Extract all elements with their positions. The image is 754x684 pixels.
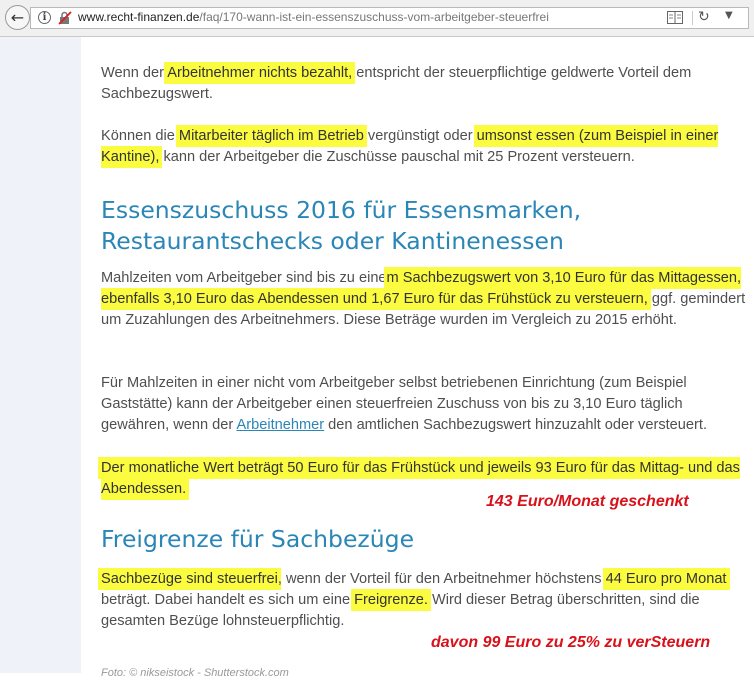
text: ggf. gemindert um Zuzahlungen des Arbeitnehmers. Diese Beträge wurden im Vergleich zu 2015 erhöht.: [101, 291, 746, 328]
annotation-geschenkt: 143 Euro/Monat geschenkt: [486, 493, 689, 510]
insecure-lock-icon: [58, 11, 72, 25]
paragraph-sachbezuege: [101, 569, 749, 632]
text: den amtlichen Sachbezugswert hinzuzahlt oder versteuert.: [324, 417, 708, 433]
highlight: Mitarbeiter täglich im Betrieb: [178, 128, 364, 144]
text: entspricht der steuerpflichtige geldwerte Vorteil dem Sachbezugswert.: [101, 65, 692, 102]
paragraph-sachbezugswert: [101, 63, 749, 105]
text: Mahlzeiten vom Arbeitgeber sind bis zu eine: [101, 270, 387, 286]
highlight: m Sachbezugswert von 3,10 Euro für das Mittagessen, ebenfalls 3,10 Euro das Abendessen und 1,67 Euro für das Frühstück zu versteuern,: [101, 270, 742, 307]
heading-freigrenze: Freigrenze für Sachbezüge: [101, 525, 415, 553]
text: , wenn der Vorteil für den Arbeitnehmer höchstens: [277, 571, 606, 587]
paragraph-mahlzeiten: [101, 268, 749, 331]
text: kann der Arbeitgeber die Zuschüsse pauschal mit 25 Prozent versteuern.: [159, 149, 635, 165]
url-text: [78, 10, 549, 24]
reload-icon[interactable]: ↻: [698, 9, 710, 25]
annotation-versteuern: davon 99 Euro zu 25% zu verSteuern: [431, 634, 711, 651]
previous-line-fragment: [101, 26, 749, 39]
highlight: Der monatliche Wert beträgt 50 Euro für das Frühstück und jeweils 93 Euro für das Mittag- und das Abendessen.: [101, 460, 740, 497]
highlight: Arbeitnehmer nichts bezahlt,: [167, 65, 353, 81]
text: Wenn der: [101, 65, 168, 81]
left-sidebar-strip: [0, 37, 81, 673]
url-domain: www.recht-finanzen.de: [78, 10, 200, 24]
highlight: umsonst essen (zum Beispiel in einer Kantine),: [101, 128, 719, 165]
photo-caption: Foto: © nikseistock - Shutterstock.com: [101, 667, 289, 679]
chevron-down-icon[interactable]: ▼: [725, 10, 733, 21]
paragraph-gaststaette: [101, 373, 749, 436]
back-button[interactable]: [5, 5, 30, 30]
text: vergünstigt oder: [363, 128, 477, 144]
highlight: Sachbezüge sind steuerfrei: [101, 571, 278, 587]
paragraph-kantine: [101, 126, 749, 168]
reader-view-icon[interactable]: [667, 11, 683, 24]
text: Können die: [101, 128, 179, 144]
highlight: 44 Euro pro Monat: [605, 571, 727, 587]
text: beträgt. Dabei handelt es sich um eine: [101, 592, 355, 608]
highlight: Freigrenze.: [354, 592, 428, 608]
heading-essenszuschuss: Essenszuschuss 2016 für Essensmarken, Restaurantschecks oder Kantinenessen: [101, 196, 582, 255]
toolbar-divider: [692, 11, 693, 25]
arrow-left-icon: ←: [10, 8, 25, 27]
link-arbeitnehmer[interactable]: Arbeitnehmer: [236, 417, 325, 433]
text: Für Mahlzeiten in einer nicht vom Arbeitgeber selbst betriebenen Einrichtung (zum Beispiel Gaststätte) kann der Arbeitgeber einen steuerfreien Zuschuss von bis zu 3,10 Euro täglich gewähren, wenn der: [101, 375, 687, 433]
info-icon[interactable]: i: [38, 11, 51, 24]
text: Wird dieser Betrag überschritten, sind die gesamten Bezüge lohnsteuerpflichtig.: [101, 592, 700, 629]
url-path: /faq/170-wann-ist-ein-essenszuschuss-vom-arbeitgeber-steuerfrei: [199, 10, 549, 24]
